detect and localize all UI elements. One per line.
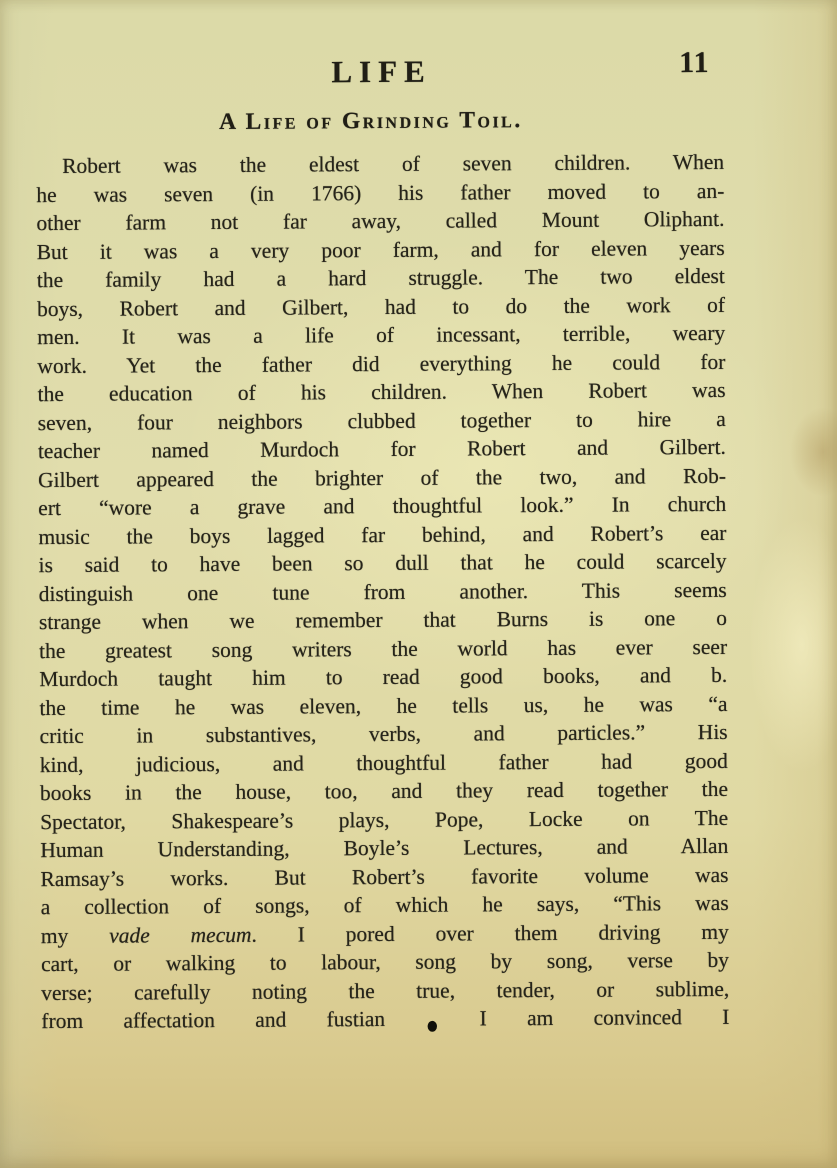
text-line: Human Understanding, Boyle’s Lectures, and Allan bbox=[40, 833, 729, 863]
text-line: the greatest song writers the world has ever seer bbox=[39, 634, 728, 663]
text-line: Robert was the eldest of seven children. When bbox=[62, 149, 725, 178]
text-line: the time he was eleven, he tells us, he was “a bbox=[39, 691, 728, 720]
page-content bbox=[35, 0, 730, 1168]
body-text bbox=[36, 148, 730, 1039]
text-line: other farm not far away, called Mount Oliphant. bbox=[36, 206, 725, 236]
page-number: 11 bbox=[679, 45, 710, 80]
text-line: is said to have been so dull that he could scarcely bbox=[38, 548, 727, 578]
text-line: from affectation and fustian ● I am convinced I bbox=[41, 1004, 730, 1039]
text-line: Gilbert appeared the brighter of the two, and Rob- bbox=[37, 463, 727, 492]
text-line: music the boys lagged far behind, and Robert’s ear bbox=[38, 520, 727, 549]
text-line: seven, four neighbors clubbed together to hire a bbox=[37, 406, 726, 435]
text-line: But it was a very poor farm, and for eleven years bbox=[36, 235, 725, 264]
text-line: critic in substantives, verbs, and particles.” His bbox=[39, 719, 728, 749]
text-line: kind, judicious, and thoughtful father had good bbox=[39, 748, 728, 777]
text-line: the education of his children. When Robert was bbox=[37, 377, 726, 407]
text-line: verse; carefully noting the true, tender, or sublime, bbox=[41, 976, 730, 1005]
text-line: distinguish one tune from another. This seems bbox=[38, 577, 727, 606]
text-line: men. It was a life of incessant, terrible, weary bbox=[37, 320, 726, 350]
text-line: teacher named Murdoch for Robert and Gilbert. bbox=[37, 434, 726, 464]
running-head-title: LIFE bbox=[331, 53, 432, 90]
text-line: the family had a hard struggle. The two eldest bbox=[36, 263, 725, 293]
text-line: he was seven (in 1766) his father moved to an- bbox=[36, 178, 725, 207]
text-line: books in the house, too, and they read together the bbox=[39, 776, 729, 806]
section-heading: A Life of Grinding Toil. bbox=[218, 107, 523, 135]
text-line: Murdoch taught him to read good books, and b. bbox=[39, 662, 728, 692]
text-line: work. Yet the father did everything he could for bbox=[37, 349, 726, 378]
text-line: Ramsay’s works. But Robert’s favorite volume was bbox=[40, 862, 729, 891]
text-line: a collection of songs, of which he says, “This was bbox=[40, 890, 729, 920]
text-line: my vade mecum. I pored over them driving my bbox=[40, 919, 729, 948]
text-line: boys, Robert and Gilbert, had to do the work of bbox=[36, 292, 726, 321]
text-line: strange when we remember that Burns is one o bbox=[38, 605, 728, 635]
text-line: ert “wore a grave and thoughtful look.” In church bbox=[38, 491, 727, 521]
text-line: cart, or walking to labour, song by song, verse by bbox=[40, 947, 730, 977]
text-line: Spectator, Shakespeare’s plays, Pope, Locke on The bbox=[40, 805, 729, 834]
